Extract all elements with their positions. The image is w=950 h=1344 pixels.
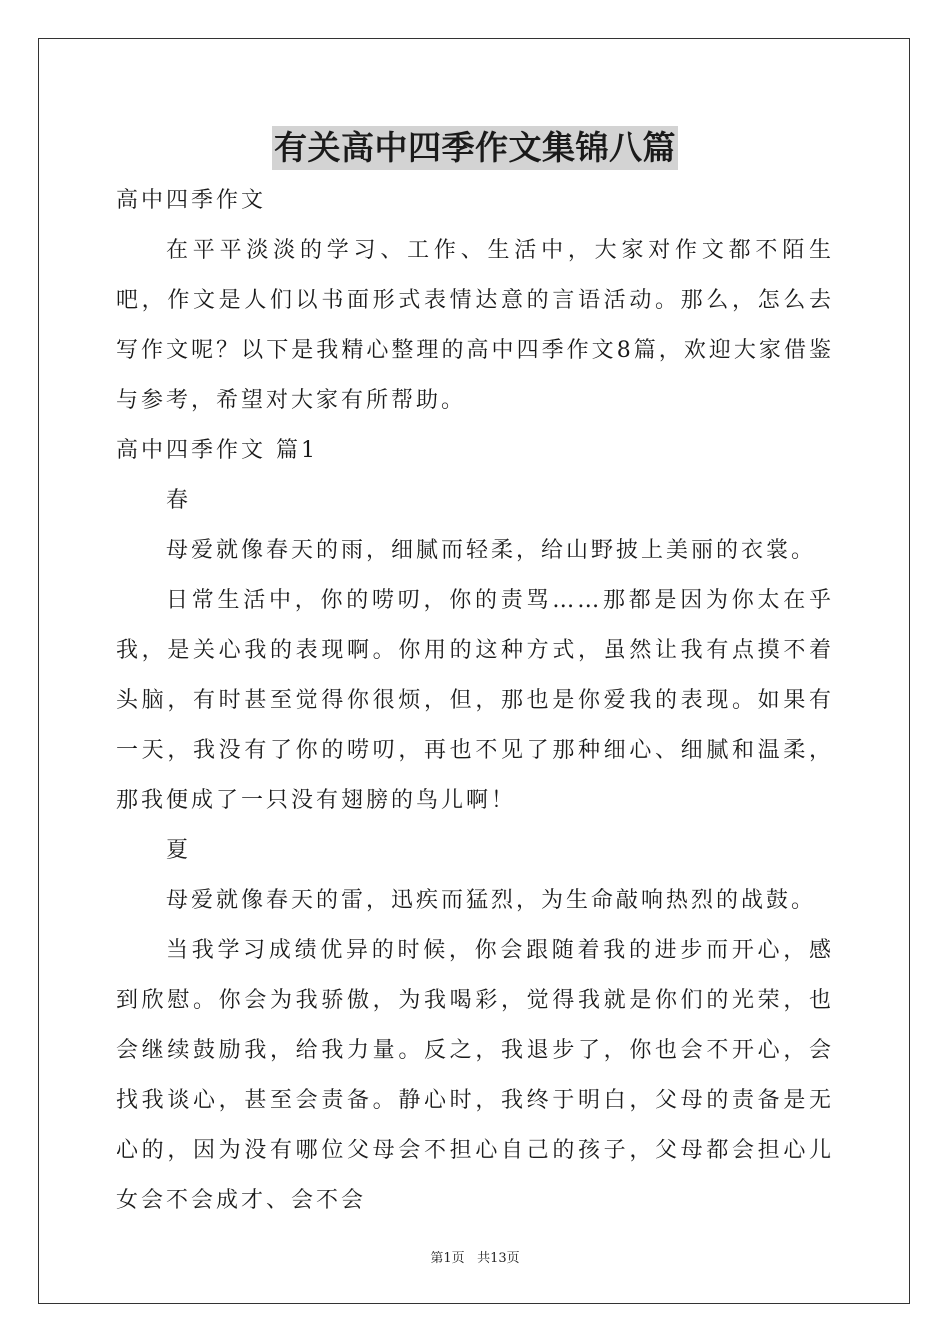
page-total: 共13页 bbox=[477, 1251, 520, 1266]
paragraph: 日常生活中，你的唠叨，你的责骂……那都是因为你太在乎我，是关心我的表现啊。你用的这种方式，虽然让我有点摸不着头脑，有时甚至觉得你很烦，但，那也是你爱我的表现。如果有一天，我没有了你的唠叨，再也不见了那种细心、细腻和温柔，那我便成了一只没有翅膀的鸟儿啊！ bbox=[116, 588, 834, 813]
page-footer bbox=[0, 1247, 950, 1266]
paragraph: 母爱就像春天的雨，细腻而轻柔，给山野披上美丽的衣裳。 bbox=[166, 538, 817, 563]
document-title: 有关高中四季作文集锦八篇 bbox=[272, 126, 678, 170]
paragraph: 母爱就像春天的雷，迅疾而猛烈，为生命敲响热烈的战鼓。 bbox=[166, 888, 817, 913]
paragraph: 在平平淡淡的学习、工作、生活中，大家对作文都不陌生吧，作文是人们以书面形式表情达意的言语活动。那么，怎么去写作文呢？以下是我精心整理的高中四季作文8篇，欢迎大家借鉴与参考，希望对大家有所帮助。 bbox=[116, 238, 834, 413]
document-body bbox=[116, 176, 834, 1226]
title-area bbox=[0, 126, 950, 170]
paragraph: 高中四季作文 bbox=[116, 188, 267, 213]
page-number: 第1页 bbox=[430, 1251, 465, 1266]
season-heading: 春 bbox=[166, 488, 192, 513]
section-heading: 高中四季作文 篇1 bbox=[116, 438, 318, 463]
season-heading: 夏 bbox=[166, 838, 192, 863]
paragraph: 当我学习成绩优异的时候，你会跟随着我的进步而开心，感到欣慰。你会为我骄傲，为我喝彩，觉得我就是你们的光荣，也会继续鼓励我，给我力量。反之，我退步了，你也会不开心，会找我谈心，甚至会责备。静心时，我终于明白，父母的责备是无心的，因为没有哪位父母会不担心自己的孩子，父母都会担心儿女会不会成才、会不会 bbox=[116, 938, 834, 1213]
